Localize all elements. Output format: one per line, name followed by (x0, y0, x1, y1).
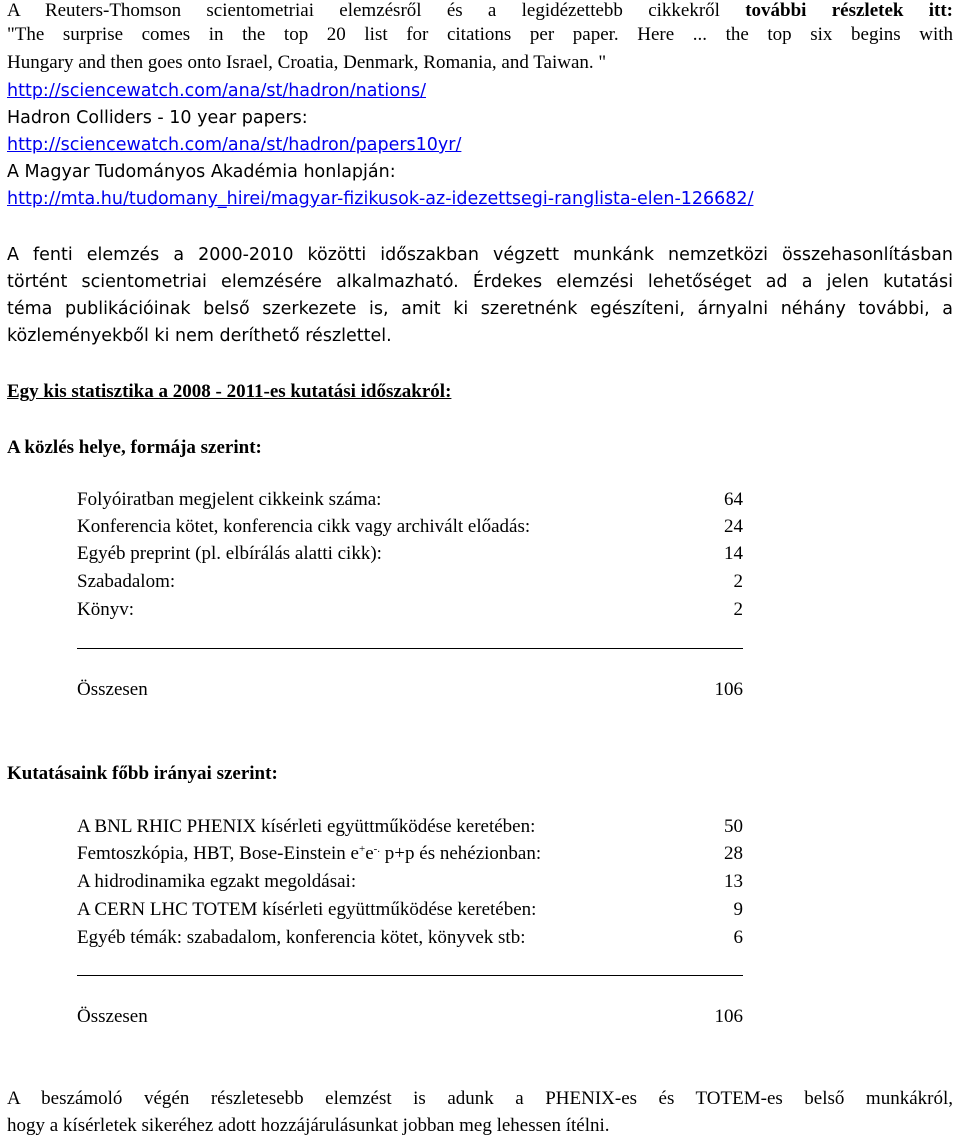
direction-row-label: A BNL RHIC PHENIX kísérleti együttműködése keretében: (77, 816, 536, 837)
direction-total-value: 106 (714, 1006, 743, 1027)
direction-row-value: 9 (733, 899, 743, 920)
by-venue-heading: A közlés helye, formája szerint: (7, 437, 262, 458)
venue-row (77, 487, 743, 513)
sciencewatch-nations-link[interactable]: http://sciencewatch.com/ana/st/hadron/nations/ (7, 81, 426, 101)
venue-row-value: 2 (733, 571, 743, 592)
venue-row (77, 597, 743, 623)
closing-line-1: A beszámoló végén részletesebb elemzést is adunk a PHENIX-es és TOTEM-es belső munkákról, (7, 1088, 953, 1109)
venue-row-label: Folyóiratban megjelent cikkeink száma: (77, 489, 382, 510)
venue-row-label: Szabadalom: (77, 571, 176, 592)
venue-row (77, 541, 743, 567)
direction-row-value: 6 (733, 927, 743, 948)
by-direction-heading: Kutatásaink főbb irányai szerint: (7, 763, 278, 784)
stats-heading: Egy kis statisztika a 2008 - 2011-es kutatási időszakról: (7, 381, 452, 402)
paragraph-line-1: A fenti elemzés a 2000-2010 közötti időszakban végzett munkánk nemzetközi összehasonlításban (7, 245, 953, 265)
hadron-colliders-label: Hadron Colliders - 10 year papers: (7, 108, 308, 128)
direction-row-label: A hidrodinamika egzakt megoldásai: (77, 871, 357, 892)
venue-row-value: 24 (724, 516, 743, 537)
venue-total-label: Összesen (77, 679, 148, 700)
sciencewatch-papers-link[interactable]: http://sciencewatch.com/ana/st/hadron/papers10yr/ (7, 135, 462, 155)
direction-row-value: 50 (724, 816, 743, 837)
direction-row-label: Femtoszkópia, HBT, Bose-Einstein e+e-. p+p és nehézionban: (77, 843, 542, 864)
mta-label: A Magyar Tudományos Akadémia honlapján: (7, 162, 396, 182)
venue-row-value: 64 (724, 489, 743, 510)
intro-quote-line-2: Hungary and then goes onto Israel, Croatia, Denmark, Romania, and Taiwan. " (7, 52, 607, 73)
direction-row (77, 841, 743, 867)
venue-row-value: 2 (733, 599, 743, 620)
direction-row (77, 814, 743, 840)
paragraph-line-2: történt scientometriai elemzésére alkalmazható. Érdekes elemzési lehetőséget ad a jelen kutatási (7, 272, 953, 292)
venue-row-label: Konferencia kötet, konferencia cikk vagy archivált előadás: (77, 516, 531, 537)
direction-row-label: Egyéb témák: szabadalom, konferencia kötet, könyvek stb: (77, 927, 526, 948)
direction-row-label: A CERN LHC TOTEM kísérleti együttműködése keretében: (77, 899, 537, 920)
direction-total-label: Összesen (77, 1006, 148, 1027)
venue-row-label: Könyv: (77, 599, 134, 620)
venue-row (77, 569, 743, 595)
direction-row-value: 28 (724, 843, 743, 864)
mta-news-link[interactable]: http://mta.hu/tudomany_hirei/magyar-fizikusok-az-idezettsegi-ranglista-elen-126682/ (7, 189, 754, 209)
intro-line-1: A Reuters-Thomson scientometriai elemzésről és a legidézettebb cikkekről további részletek itt: (7, 0, 953, 21)
direction-divider (77, 975, 743, 976)
direction-row (77, 897, 743, 923)
direction-row (77, 869, 743, 895)
venue-total-row (77, 677, 743, 703)
venue-row-value: 14 (724, 543, 743, 564)
intro-line-1-bold: további részletek itt: (745, 0, 953, 21)
closing-line-2: hogy a kísérletek sikeréhez adott hozzájárulásunkat jobban meg lehessen ítélni. (7, 1115, 610, 1136)
paragraph-line-3: téma publikációinak belső szerkezete is, amit ki szeretnénk egészíteni, árnyalni néhány további, a (7, 299, 953, 319)
direction-row-value: 13 (724, 871, 743, 892)
venue-row (77, 514, 743, 540)
direction-row (77, 925, 743, 951)
direction-total-row (77, 1004, 743, 1030)
venue-total-value: 106 (714, 679, 743, 700)
paragraph-line-4: közleményekből ki nem deríthető részlettel. (7, 326, 392, 346)
venue-row-label: Egyéb preprint (pl. elbírálás alatti cikk): (77, 543, 382, 564)
intro-quote-line-1: "The surprise comes in the top 20 list for citations per paper. Here ... the top six begins with (7, 24, 953, 45)
venue-divider (77, 648, 743, 649)
